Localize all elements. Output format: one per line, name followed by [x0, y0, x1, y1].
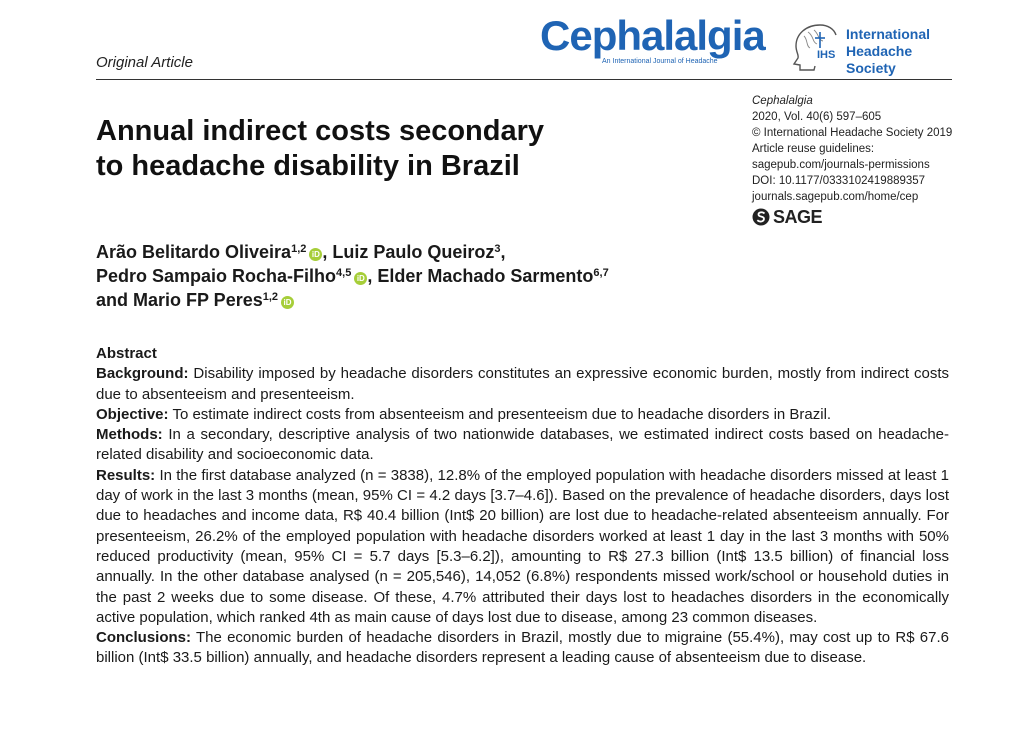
- abstract-heading: Abstract: [96, 345, 157, 362]
- journal-logo-name: Cephalalgia: [540, 12, 765, 59]
- objective-text: To estimate indirect costs from absenteeism and presenteeism due to headache disorders in Brazil.: [172, 405, 832, 423]
- journal-logo: [540, 14, 772, 70]
- meta-journal: Cephalalgia: [752, 95, 813, 107]
- author-affiliation: 1,2: [291, 243, 307, 255]
- methods-text: In a secondary, descriptive analysis of two nationwide databases, we estimated indirect costs based on headache-related disability and socioeconomic data.: [96, 426, 949, 464]
- objective-label: Objective:: [96, 405, 169, 423]
- sage-logo: [752, 207, 822, 227]
- article-type: Original Article: [96, 54, 193, 71]
- sage-wordmark: SAGE: [773, 206, 823, 227]
- author[interactable]: Pedro Sampaio Rocha-Filho: [96, 266, 337, 286]
- author[interactable]: Luiz Paulo Queiroz: [332, 242, 495, 262]
- society-name-line1: International: [846, 26, 931, 42]
- methods-label: Methods:: [96, 426, 163, 444]
- abstract-conclusions: [96, 628, 949, 669]
- background-label: Background:: [96, 365, 189, 383]
- abstract: [96, 344, 949, 669]
- ihs-letters: IHS: [817, 49, 836, 61]
- abstract-results: [96, 466, 949, 628]
- abstract-background: [96, 364, 949, 405]
- author-separator: ,: [367, 266, 378, 286]
- article-metadata: [752, 93, 982, 205]
- permissions-link[interactable]: sagepub.com/journals-permissions: [752, 159, 930, 171]
- sage-emblem-icon: [752, 208, 770, 226]
- conclusions-label: Conclusions:: [96, 629, 192, 647]
- society-logo: [790, 22, 960, 74]
- author-list: [96, 240, 776, 312]
- meta-volume: 2020, Vol. 40(6) 597–605: [752, 111, 882, 123]
- orcid-icon[interactable]: iD: [309, 248, 322, 261]
- results-text: In the first database analyzed (n = 3838), 12.8% of the employed population with headache disorders missed at least 1 day of work in the last 3 months (mean, 95% CI = 4.2 days [3.7–4.6]). Based on the prevalence of headache disorders, days lost due to headaches and income data, R$ 40.4 billion (Int$ 20 billion) are lost due to headache-related absenteeism annually. For presenteeism, 26.2% of the employed population with headache disorders worked at least 1 day in the last 3 months with 50% reduced productivity (mean, 95% CI = 5.7 days [5.3–6.2]), amounting to R$ 27.3 billion (Int$ 13.5 billion) of financial loss annually. In the other database analysed (n = 205,546), 14,052 (6.8%) respondents missed work/school or household duties in the past 2 weeks due to some disease. Of these, 4.7% attributed their days lost to headaches disorders in the economically active population, which ranked 4th as main cause of days lost due to disease, among 23 common diseases.: [96, 466, 950, 626]
- article-title: [96, 114, 636, 184]
- society-name-line2: Headache Society: [846, 43, 913, 76]
- author[interactable]: Arão Belitardo Oliveira: [96, 242, 292, 262]
- journal-home-link[interactable]: journals.sagepub.com/home/cep: [752, 191, 919, 203]
- author-affiliation: 6,7: [593, 267, 609, 279]
- journal-logo-subtitle: An International Journal of Headache: [602, 58, 718, 65]
- head-profile-icon: [790, 22, 840, 72]
- author-affiliation: 3: [494, 243, 501, 255]
- results-label: Results:: [96, 466, 156, 484]
- title-line-2: to headache disability in Brazil: [96, 150, 520, 182]
- orcid-icon[interactable]: iD: [354, 272, 367, 285]
- author-separator: ,: [322, 242, 333, 262]
- background-text: Disability imposed by headache disorders constitutes an expressive economic burden, mostly from indirect costs due to absenteeism and presenteeism.: [96, 365, 950, 403]
- author-affiliation: 4,5: [336, 267, 352, 279]
- title-line-1: Annual indirect costs secondary: [96, 115, 545, 147]
- author[interactable]: Elder Machado Sarmento: [377, 266, 594, 286]
- meta-reuse-label: Article reuse guidelines:: [752, 143, 875, 155]
- abstract-objective: [96, 405, 949, 425]
- meta-copyright: © International Headache Society 2019: [752, 127, 953, 139]
- meta-doi[interactable]: DOI: 10.1177/0333102419889357: [752, 175, 926, 187]
- abstract-methods: [96, 425, 949, 466]
- header-rule: [96, 79, 952, 80]
- orcid-icon[interactable]: iD: [281, 296, 294, 309]
- conclusions-text: The economic burden of headache disorders in Brazil, mostly due to migraine (55.4%), may cost up to R$ 67.6 billion (Int$ 33.5 billion) annually, and headache disorders represent a leading cause of absenteeism due to disease.: [96, 629, 949, 667]
- author-affiliation: 1,2: [262, 291, 279, 303]
- author-separator: ,: [500, 242, 506, 262]
- author[interactable]: and Mario FP Peres: [96, 290, 263, 310]
